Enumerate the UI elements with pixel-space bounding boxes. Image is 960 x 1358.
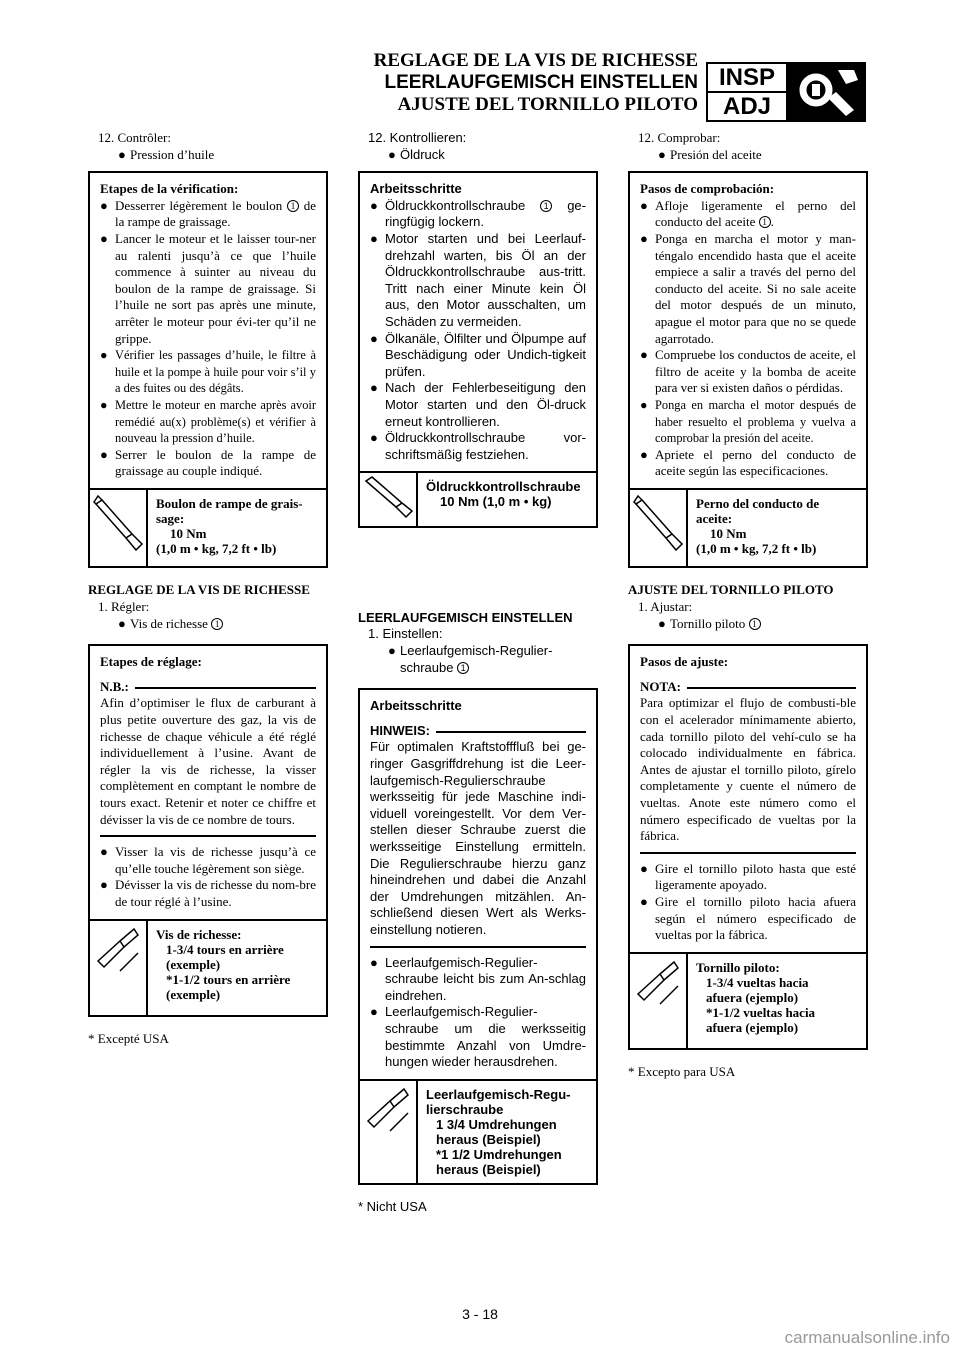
torque-wrench-icon: [630, 490, 688, 567]
list-item: ● Leerlaufgemisch-Regulier-schraube um die werksseitig bestimmte Anzahl von Umdre-hungen wieder herausdrehen.: [370, 1004, 586, 1070]
list-item: ● Motor starten und bei Leerlauf-drehzahl warten, bis Öl an der Öldruckkontrollschraube aus-tritt. Tritt nach einer Minute kein Öl aus, den Motor ausschalten, um Schäden zu vermeiden.: [370, 230, 586, 329]
list-item: ● Ponga en marcha el motor y man-téngalo encendido hasta que el aceite empiece a salir a través del perno del conducto del aceite. Si no sale aceite del motor después de un minuto, apague el motor para que no se quede agarrotado.: [640, 230, 856, 346]
header-fr: REGLAGE DE LA VIS DE RICHESSE: [373, 50, 698, 71]
list-item: ● Vérifier les passages d’huile, le filtre à huile et la pompe à huile pour voir s’il y a des fuites ou des dégâts.: [100, 348, 316, 396]
step-12: 12. Kontrollieren:: [368, 130, 467, 145]
column-fr: [88, 130, 328, 1048]
screwdriver-icon: [630, 954, 688, 1049]
header-de: LEERLAUFGEMISCH EINSTELLEN: [384, 72, 698, 93]
list-item: ● Compruebe los conductos de aceite, el filtro de aceite y la bomba de aceite para ver si existen daños o pérdidas.: [640, 347, 856, 396]
footnote: * Nicht USA: [358, 1198, 427, 1214]
note-text: Para optimizar el flujo de combusti-ble con el acelerador mínimamente abierto, cada tornillo piloto del vehí-culo se ha colocado individualmente en fábrica. Antes de ajustar el tornillo piloto, gírelo completamente y cuente el número de vueltas. Anote este número como el número especificado de vueltas por la fábrica.: [640, 695, 856, 844]
bullet-12: ● Öldruck: [388, 146, 445, 162]
note-text: Afin d’optimiser le flux de carburant à plus petite ouverture des gaz, la vis de richesse de chaque véhicule a été réglé individuellement à l’usine. Avant de régler la vis de richesse, la visser complètement en comptant le nombre de tours exact. Retenir et noter ce chiffre et dévisser la vis de ce nombre de tours.: [100, 695, 316, 827]
check-steps-box: [358, 171, 598, 528]
bullet-12: ● Pression d’huile: [118, 146, 215, 162]
note-heading: NOTA:: [640, 679, 856, 696]
section-title: LEERLAUFGEMISCH EINSTELLEN: [358, 609, 573, 625]
torque-spec: Boulon de rampe de grais- sage: 10 Nm (1,0 m • kg, 7,2 ft • lb): [90, 488, 326, 567]
step-1: 1. Einstellen:: [368, 626, 443, 642]
list-item: ● Visser la vis de richesse jusqu’à ce qu’elle touche légèrement son siège.: [100, 844, 316, 876]
box-title: Etapes de la vérification:: [100, 181, 239, 197]
note-heading: N.B.:: [100, 679, 316, 696]
badge-bottom: ADJ: [708, 91, 786, 120]
list-item: ● Serrer le boulon de la rampe de graissage au couple indiqué.: [100, 446, 316, 479]
torque-wrench-icon: [360, 473, 418, 526]
torque-spec: Perno del conducto de aceite: 10 Nm (1,0 m • kg, 7,2 ft • lb): [630, 488, 866, 567]
torque-spec: Öldruckkontrollschraube 10 Nm (1,0 m • kg): [360, 471, 596, 526]
bullet-1: ● Vis de richesse 1: [88, 616, 328, 633]
section-title: REGLAGE DE LA VIS DE RICHESSE: [88, 582, 310, 598]
list-item: ● Leerlaufgemisch-Regulier-schraube leicht bis zum An-schlag eindrehen.: [370, 954, 586, 1003]
bullet-1: ● Leerlaufgemisch-Regulier-schraube 1: [388, 643, 553, 675]
list-item: ● Nach der Fehlerbeseitigung den Motor starten und den Öl-druck erneut kontrollieren.: [370, 380, 586, 429]
list-item: ● Öldruckkontrollschraube vor-schriftsmäßig festziehen.: [370, 430, 586, 462]
footnote: * Excepto para USA: [628, 1064, 736, 1080]
list-item: ● Gire el tornillo piloto hacia afuera según el número especificado de vueltas por la fábrica.: [640, 893, 856, 943]
step-1: 1. Ajustar:: [638, 599, 693, 615]
list-item: ● Gire el tornillo piloto hasta que esté ligeramente apoyado.: [640, 860, 856, 893]
bullet-12: ● Presión del aceite: [658, 146, 762, 162]
box-title: Etapes de réglage:: [100, 654, 202, 670]
check-steps-box: [88, 171, 328, 568]
note-heading: HINWEIS:: [370, 723, 586, 740]
adjust-steps-box: [628, 644, 868, 1050]
list-item: ● Apriete el perno del conducto de aceite según las especificaciones.: [640, 446, 856, 479]
list-item: ● Ponga en marcha el motor después de haber resuelto el problema y vuelva a comprobar la presión del aceite.: [640, 397, 856, 446]
step-12: 12. Contrôler:: [98, 130, 171, 145]
box-title: Pasos de ajuste:: [640, 654, 729, 670]
bullet-1: ● Tornillo piloto 1: [628, 616, 868, 633]
badge-top: INSP: [718, 64, 775, 91]
watermark: carmanualsonline.info: [784, 1328, 950, 1347]
check-steps-box: [628, 171, 868, 568]
note-text: Für optimalen Kraftstofffluß bei ge-ringer Gasgriffdrehung ist die Leer-laufgemisch-Regulierschraube werksseitig für jede Maschine indi-viduell voreingestellt. Vor dem Ver-stellen dieser Schraube zuerst die werksseitige Einstellung ermitteln. Die Regulierschraube hierzu ganz hineindrehen und dabei die Anzahl der Umdrehungen mitzählen. An-schließend diesen Wert als Werks-einstellung notieren.: [370, 739, 586, 937]
list-item: ● Dévisser la vis de richesse du nom-bre de tour réglé à l’usine.: [100, 877, 316, 909]
section-title: AJUSTE DEL TORNILLO PILOTO: [628, 582, 834, 598]
header-es: AJUSTE DEL TORNILLO PILOTO: [397, 94, 698, 115]
adjust-steps-box: [88, 644, 328, 1017]
column-de: [358, 130, 598, 1215]
list-item: ● Ölkanäle, Ölfilter und Ölpumpe auf Beschädigung oder Undich-tigkeit prüfen.: [370, 330, 586, 379]
adjust-steps-box: [358, 688, 598, 1184]
list-item: ● Desserrer légèrement le boulon 1 de la rampe de graissage.: [100, 197, 316, 230]
box-title: Arbeitsschritte: [370, 181, 462, 197]
list-item: ● Afloje ligeramente el perno del conducto del aceite 1 .: [640, 197, 856, 230]
setting-spec: Leerlaufgemisch-Regu- lierschraube 1 3/4 Umdrehungen heraus (Beispiel) *1 1/2 Umdrehungen heraus (Beispiel): [360, 1079, 596, 1183]
torque-wrench-icon: [90, 490, 148, 567]
step-12: 12. Comprobar:: [638, 130, 721, 145]
setting-spec: Vis de richesse: 1-3/4 tours en arrière (exemple) *1-1/2 tours en arrière (exemple): [90, 919, 326, 1016]
insp-adj-badge: [706, 62, 788, 122]
setting-spec: Tornillo piloto: 1-3/4 vueltas hacia afuera (ejemplo) *1-1/2 vueltas hacia afuera (ejemplo): [630, 952, 866, 1049]
list-item: ● Mettre le moteur en marche après avoir remédié au(x) problème(s) et vérifier à nouveau la pression d’huile.: [100, 397, 316, 446]
list-item: ● Lancer le moteur et le laisser tour-ner au ralenti jusqu’à ce que l’huile commence à suinter au niveau du boulon de la rampe de graissage. Si l’huile ne sort pas après une minute, arrêter le moteur pour évi-ter qu’il ne grippe.: [100, 230, 316, 346]
page-number: 3 - 18: [462, 1306, 498, 1322]
step-1: 1. Régler:: [98, 599, 150, 615]
screwdriver-icon: [90, 921, 148, 1016]
wrench-icon: [788, 62, 866, 122]
list-item: ● Öldruckkontrollschraube 1 ge-ringfügig lockern.: [370, 197, 586, 230]
column-es: [628, 130, 868, 1081]
box-title: Arbeitsschritte: [370, 698, 462, 714]
box-title: Pasos de comprobación:: [640, 181, 775, 197]
screwdriver-icon: [360, 1081, 418, 1183]
footnote: * Excepté USA: [88, 1031, 169, 1047]
